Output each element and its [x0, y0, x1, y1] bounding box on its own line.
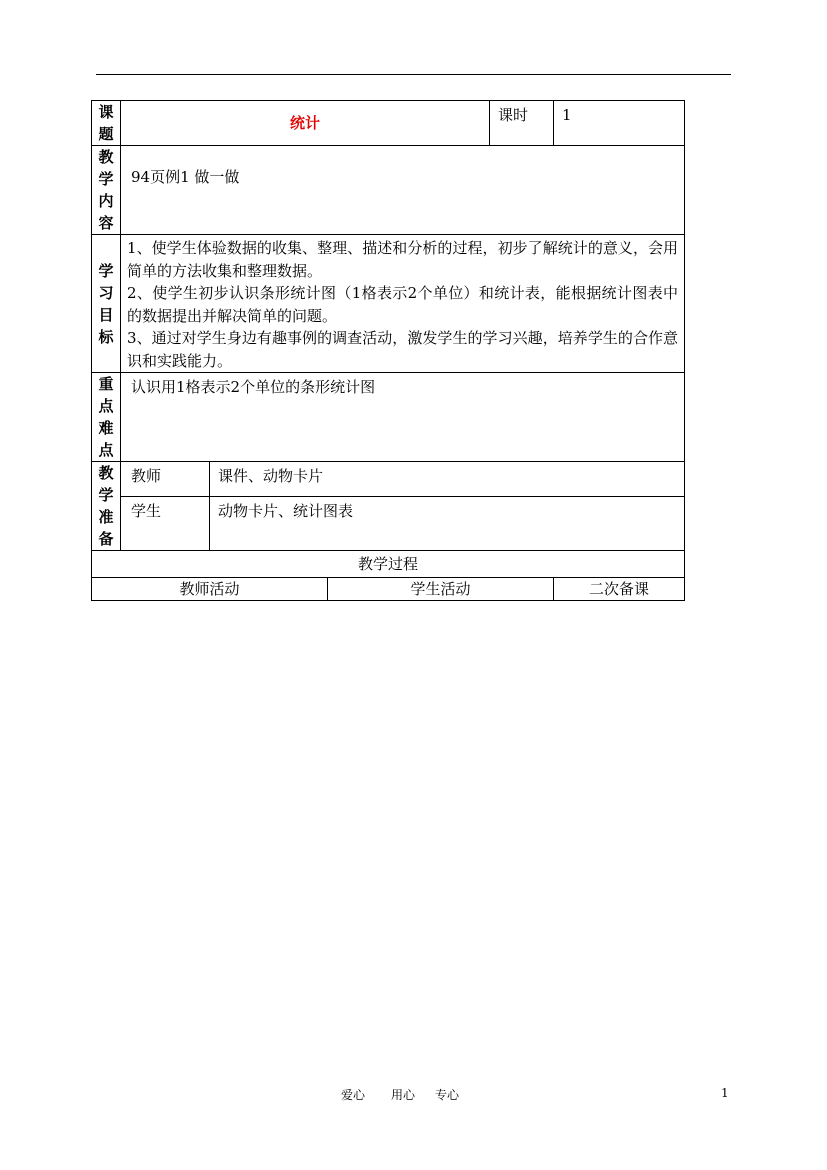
row-content [92, 146, 685, 235]
period-label: 课时 [490, 101, 554, 146]
keypoints-label: 重 点 难 点 [92, 373, 121, 462]
lesson-title: 统计 [121, 101, 490, 146]
key-points: 认识用1格表示2个单位的条形统计图 [121, 373, 685, 462]
goal-item: 1、使学生体验数据的收集、整理、描述和分析的过程，初步了解统计的意义，会用简单的方法收集和整理数据。 [127, 239, 679, 280]
prep-label: 教 学 准 备 [92, 462, 121, 551]
row-prep-teacher [92, 462, 685, 497]
column-second-prep: 二次备课 [554, 578, 685, 601]
column-student-activity: 学生活动 [328, 578, 554, 601]
goals-label: 学 习 目 标 [92, 235, 121, 373]
prep-teacher-items: 课件、动物卡片 [210, 462, 685, 497]
lesson-plan-table [91, 100, 685, 601]
row-columns [92, 578, 685, 601]
footer-care: 用心 [391, 1088, 416, 1102]
column-teacher-activity: 教师活动 [92, 578, 328, 601]
period-value: 1 [554, 101, 685, 146]
goal-item: 3、通过对学生身边有趣事例的调查活动，激发学生的学习兴趣，培养学生的合作意识和实践能力。 [127, 329, 679, 370]
row-keypoints [92, 373, 685, 462]
title-label: 课 题 [92, 101, 121, 146]
row-title [92, 101, 685, 146]
footer-focus: 专心 [435, 1088, 460, 1102]
learning-goals [121, 235, 685, 373]
row-prep-student [92, 496, 685, 550]
content-label: 教 学 内 容 [92, 146, 121, 235]
row-goals [92, 235, 685, 373]
prep-student-label: 学生 [121, 496, 210, 550]
header-rule [96, 74, 731, 75]
lesson-content: 94页例1 做一做 [121, 146, 685, 235]
row-process-header [92, 551, 685, 578]
footer-love: 爱心 [341, 1088, 366, 1102]
goal-item: 2、使学生初步认识条形统计图（1格表示2个单位）和统计表，能根据统计图表中的数据提出并解决简单的问题。 [127, 284, 679, 325]
prep-student-items: 动物卡片、统计图表 [210, 496, 685, 550]
page-number: 1 [721, 1086, 729, 1100]
process-header: 教学过程 [92, 551, 685, 578]
prep-teacher-label: 教师 [121, 462, 210, 497]
